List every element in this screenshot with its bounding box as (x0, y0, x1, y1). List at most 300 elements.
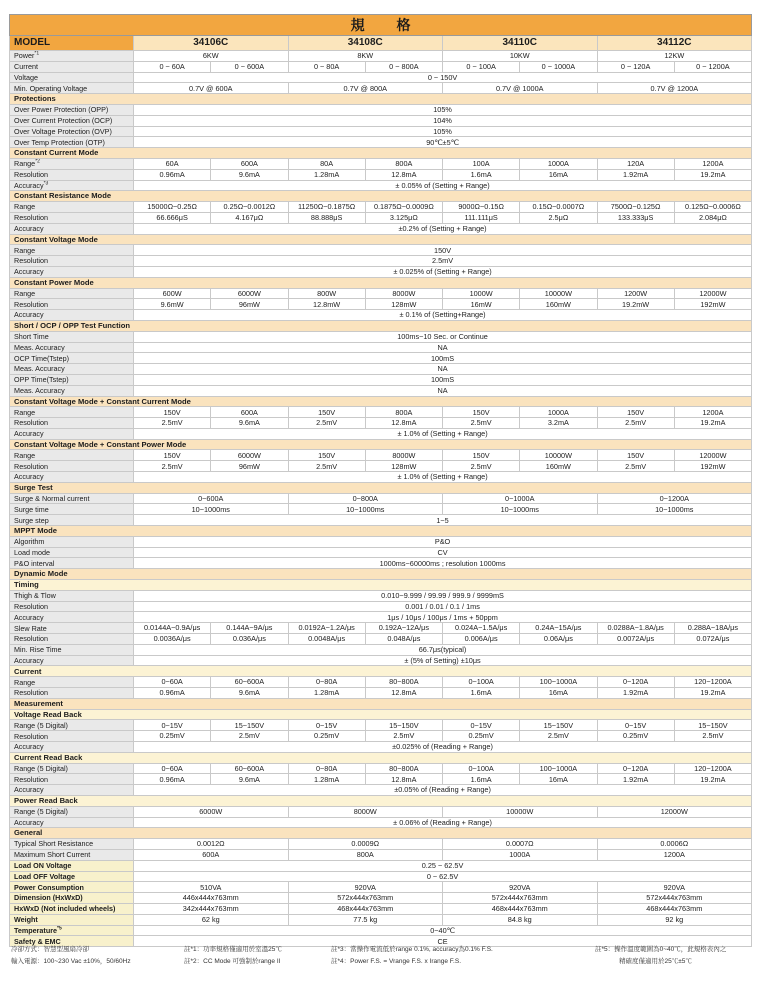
spec-value: 0.144A~9A/μs (211, 623, 288, 634)
spec-row (10, 137, 752, 148)
page-title: 規 格 (10, 15, 752, 36)
spec-value: 0.010~9.999 / 99.99 / 999.9 / 9999mS (134, 590, 752, 601)
spec-value: 800A (365, 407, 442, 418)
spec-value: 60~600A (211, 677, 288, 688)
spec-row (10, 126, 752, 137)
spec-row (10, 849, 752, 860)
spec-row (10, 374, 752, 385)
row-label: Resolution (10, 256, 134, 267)
spec-value: 0.96mA (134, 688, 211, 699)
spec-value: 0.96mA (134, 774, 211, 785)
spec-value: 0.06A/μs (520, 634, 597, 645)
spec-value: 0~800A (288, 493, 443, 504)
spec-value: 920VA (597, 882, 752, 893)
spec-value: 0.25mV (597, 731, 674, 742)
section-row (10, 191, 752, 202)
spec-value: 0.0009Ω (288, 839, 443, 850)
note-3: 註*3：當操作電流低於range 0.1%, accuracy為0.1% F.S. (331, 946, 493, 953)
spec-value: 1~5 (134, 515, 752, 526)
spec-row (10, 688, 752, 699)
spec-value: 0.25mV (443, 731, 520, 742)
spec-value: 0.7V @ 800A (288, 83, 443, 94)
spec-row (10, 903, 752, 914)
spec-value: 19.2mA (674, 688, 751, 699)
spec-row (10, 256, 752, 267)
spec-value: 1200A (674, 158, 751, 169)
spec-value: 800W (288, 288, 365, 299)
row-label: Accuracy (10, 223, 134, 234)
spec-row (10, 353, 752, 364)
spec-value: 150V (134, 407, 211, 418)
spec-row (10, 720, 752, 731)
spec-value: 0~80A (288, 763, 365, 774)
spec-value: 0~15V (597, 720, 674, 731)
spec-value: 15~150V (674, 720, 751, 731)
row-label: Voltage (10, 72, 134, 83)
spec-sheet (9, 14, 751, 947)
spec-value: 84.8 kg (443, 914, 598, 925)
spec-value: 1.6mA (443, 169, 520, 180)
subsection-header: Voltage Read Back (10, 709, 752, 720)
spec-value: 1000A (520, 158, 597, 169)
section-row (10, 439, 752, 450)
spec-value: 160mW (520, 299, 597, 310)
spec-value: 7500Ω~0.125Ω (597, 202, 674, 213)
section-row (10, 320, 752, 331)
spec-value: ±0.025% of (Reading + Range) (134, 742, 752, 753)
spec-value: 2.5mV (443, 461, 520, 472)
spec-value: 12000W (674, 450, 751, 461)
section-row (10, 396, 752, 407)
spec-value: 12.8mA (365, 688, 442, 699)
row-label: Range (5 Digital) (10, 806, 134, 817)
spec-row (10, 461, 752, 472)
spec-value: 0.0012Ω (134, 839, 289, 850)
spec-row (10, 601, 752, 612)
footnote-col-34 (331, 944, 595, 969)
spec-value: 66.666μS (134, 212, 211, 223)
section-header: Constant Power Mode (10, 277, 752, 288)
spec-value: 2.5mV (134, 418, 211, 429)
spec-value: 19.2mW (597, 299, 674, 310)
spec-value: 0~40℃ (134, 925, 752, 936)
spec-value: 1200A (597, 849, 752, 860)
spec-value: 80~800A (365, 763, 442, 774)
spec-value: 0~60A (134, 677, 211, 688)
spec-value: 19.2mA (674, 418, 751, 429)
spec-value: 0.125Ω~0.0006Ω (674, 202, 751, 213)
spec-row (10, 51, 752, 62)
spec-value: 510VA (134, 882, 289, 893)
spec-value: 0.25Ω~0.0012Ω (211, 202, 288, 213)
row-label: Resolution (10, 299, 134, 310)
spec-value: 16mA (520, 774, 597, 785)
spec-row (10, 742, 752, 753)
spec-value: 96mW (211, 461, 288, 472)
row-label: Range (10, 202, 134, 213)
spec-value: 1000A (443, 849, 598, 860)
row-label: Meas. Accuracy (10, 364, 134, 375)
spec-value: 150V (597, 407, 674, 418)
spec-value: ± 0.06% of (Reading + Range) (134, 817, 752, 828)
row-label: Meas. Accuracy (10, 385, 134, 396)
spec-row (10, 450, 752, 461)
spec-row (10, 504, 752, 515)
footnote-col-power (11, 944, 184, 969)
spec-row (10, 418, 752, 429)
spec-row (10, 925, 752, 936)
spec-value: 19.2mA (674, 169, 751, 180)
spec-value: NA (134, 342, 752, 353)
spec-value: 1.6mA (443, 774, 520, 785)
spec-value: 800A (365, 158, 442, 169)
spec-value: 1200A (674, 407, 751, 418)
section-row (10, 666, 752, 677)
row-label: Accuracy (10, 310, 134, 321)
row-label: Surge time (10, 504, 134, 515)
spec-value: 0 ~ 60A (134, 61, 211, 72)
spec-value: 11250Ω~0.1875Ω (288, 202, 365, 213)
footnote-marker: *3 (43, 180, 49, 187)
spec-value: 150V (134, 245, 752, 256)
spec-value: 2.5mV (597, 461, 674, 472)
spec-value: NA (134, 385, 752, 396)
row-label: Power Consumption (10, 882, 134, 893)
row-label: Typical Short Resistance (10, 839, 134, 850)
spec-value: 0~80A (288, 677, 365, 688)
spec-value: 920VA (288, 882, 443, 893)
row-label: P&O interval (10, 558, 134, 569)
spec-row (10, 871, 752, 882)
spec-value: 10000W (520, 288, 597, 299)
spec-value: 120~1200A (674, 677, 751, 688)
section-header: Protections (10, 94, 752, 105)
spec-value: 1.92mA (597, 169, 674, 180)
spec-value: 120~1200A (674, 763, 751, 774)
spec-row (10, 644, 752, 655)
spec-value: 77.5 kg (288, 914, 443, 925)
input-power-note: 輸入電源：100~230 Vac ±10%，50/60Hz (11, 958, 131, 966)
row-label: Resolution (10, 212, 134, 223)
spec-row (10, 407, 752, 418)
spec-value: 12000W (674, 288, 751, 299)
section-header: Measurement (10, 698, 752, 709)
spec-row (10, 547, 752, 558)
spec-value: 10~1000ms (134, 504, 289, 515)
row-label: Min. Operating Voltage (10, 83, 134, 94)
section-row (10, 828, 752, 839)
row-label: Accuracy (10, 472, 134, 483)
spec-value: 12.8mA (365, 418, 442, 429)
spec-row (10, 202, 752, 213)
subsection-header: Power Read Back (10, 795, 752, 806)
row-label: Resolution (10, 169, 134, 180)
spec-value: 2.5mV (674, 731, 751, 742)
spec-row (10, 115, 752, 126)
spec-row (10, 612, 752, 623)
spec-value: 88.888μS (288, 212, 365, 223)
spec-value: 0 ~ 62.5V (134, 871, 752, 882)
section-row (10, 482, 752, 493)
section-header: Surge Test (10, 482, 752, 493)
spec-value: 111.111μS (443, 212, 520, 223)
spec-value: 150V (134, 450, 211, 461)
spec-value: 105% (134, 104, 752, 115)
spec-value: 0.192A~12A/μs (365, 623, 442, 634)
spec-value: 160mW (520, 461, 597, 472)
row-label: Accuracy (10, 742, 134, 753)
spec-row (10, 817, 752, 828)
row-label: Surge step (10, 515, 134, 526)
spec-value: 0.0192A~1.2A/μs (288, 623, 365, 634)
model-column-header: MODEL (10, 36, 134, 51)
row-label: Accuracy (10, 428, 134, 439)
spec-value: 2.084μΩ (674, 212, 751, 223)
section-row (10, 709, 752, 720)
section-row (10, 698, 752, 709)
spec-value: 80~800A (365, 677, 442, 688)
spec-value: 2.5mV (520, 731, 597, 742)
spec-value: 9.6mA (211, 418, 288, 429)
spec-value: 16mW (443, 299, 520, 310)
spec-row (10, 158, 752, 169)
spec-value: 0.15Ω~0.0007Ω (520, 202, 597, 213)
spec-value: ± 0.05% of (Setting + Range) (134, 180, 752, 191)
section-header: Constant Voltage Mode + Constant Power Mode (10, 439, 752, 450)
spec-value: 6000W (211, 450, 288, 461)
spec-row (10, 428, 752, 439)
spec-value: 8000W (288, 806, 443, 817)
spec-value: 600W (134, 288, 211, 299)
spec-row (10, 634, 752, 645)
spec-value: 9000Ω~0.15Ω (443, 202, 520, 213)
row-label: Range (5 Digital) (10, 720, 134, 731)
spec-value: 10000W (443, 806, 598, 817)
spec-value: 0.0048A/μs (288, 634, 365, 645)
spec-value: 9.6mA (211, 688, 288, 699)
spec-value: 2.5mV (597, 418, 674, 429)
spec-value: 2.5mV (288, 418, 365, 429)
row-label: Algorithm (10, 536, 134, 547)
note-5-line1: 註*5：操作溫度範圍為0~40℃，此規格表內之 (595, 946, 727, 953)
spec-value: 0.006A/μs (443, 634, 520, 645)
spec-value: 0.7V @ 1000A (443, 83, 598, 94)
spec-row (10, 299, 752, 310)
row-label: Range (10, 677, 134, 688)
spec-value: 1μs / 10μs / 100μs / 1ms + 50ppm (134, 612, 752, 623)
spec-value: 104% (134, 115, 752, 126)
section-header: Dynamic Mode (10, 569, 752, 580)
spec-row (10, 515, 752, 526)
spec-row (10, 472, 752, 483)
model-name-34108c: 34108C (288, 36, 443, 51)
spec-value: 128mW (365, 461, 442, 472)
spec-value: 0.288A~18A/μs (674, 623, 751, 634)
spec-row (10, 677, 752, 688)
note-2: 註*2：CC Mode 可強制於range II (184, 958, 281, 966)
spec-value: 96mW (211, 299, 288, 310)
spec-value: 60A (134, 158, 211, 169)
row-label: Short Time (10, 331, 134, 342)
model-name-34112c: 34112C (597, 36, 752, 51)
spec-value: 10KW (443, 51, 598, 62)
spec-value: ±0.2% of (Setting + Range) (134, 223, 752, 234)
spec-value: 8000W (365, 450, 442, 461)
row-label: OPP Time(Tstep) (10, 374, 134, 385)
spec-row (10, 785, 752, 796)
spec-value: 12.8mA (365, 774, 442, 785)
row-label: Load ON Voltage (10, 860, 134, 871)
section-header: Short / OCP / OPP Test Function (10, 320, 752, 331)
spec-row (10, 536, 752, 547)
spec-row (10, 731, 752, 742)
spec-value: 100~1000A (520, 677, 597, 688)
spec-value: 6000W (134, 806, 289, 817)
footnotes (11, 944, 757, 969)
spec-value: 0.0007Ω (443, 839, 598, 850)
spec-value: 2.5μΩ (520, 212, 597, 223)
footnote-col-5 (595, 944, 757, 969)
spec-value: 92 kg (597, 914, 752, 925)
spec-value: 10~1000ms (443, 504, 598, 515)
section-row (10, 526, 752, 537)
spec-value: 2.5mV (134, 461, 211, 472)
section-header: MPPT Mode (10, 526, 752, 537)
spec-value: 0~600A (134, 493, 289, 504)
spec-value: 0~120A (597, 677, 674, 688)
spec-value: 0.036A/μs (211, 634, 288, 645)
row-label: Over Current Protection (OCP) (10, 115, 134, 126)
row-label: Range (5 Digital) (10, 763, 134, 774)
spec-value: 600A (211, 158, 288, 169)
spec-value: 1.28mA (288, 774, 365, 785)
spec-value: 0.7V @ 600A (134, 83, 289, 94)
spec-value: 150V (288, 450, 365, 461)
note-4: 註*4：Power F.S. = Vrange F.S. x Irange F.S. (331, 958, 461, 966)
spec-row (10, 774, 752, 785)
spec-value: 66.7μs(typical) (134, 644, 752, 655)
spec-value: 0 ~ 800A (365, 61, 442, 72)
spec-value: CV (134, 547, 752, 558)
spec-value: 0.001 / 0.01 / 0.1 / 1ms (134, 601, 752, 612)
spec-value: 2.5mV (288, 461, 365, 472)
spec-value: 16mA (520, 169, 597, 180)
section-header: Constant Voltage Mode (10, 234, 752, 245)
row-label: Range (10, 407, 134, 418)
spec-value: 800A (288, 849, 443, 860)
spec-value: 6000W (211, 288, 288, 299)
spec-value: 9.6mA (211, 169, 288, 180)
spec-value: 1000W (443, 288, 520, 299)
spec-value: 192mW (674, 461, 751, 472)
section-header: Constant Resistance Mode (10, 191, 752, 202)
spec-value: 0~1200A (597, 493, 752, 504)
spec-value: 10~1000ms (597, 504, 752, 515)
spec-value: 0.1875Ω~0.0009Ω (365, 202, 442, 213)
spec-row (10, 83, 752, 94)
spec-value: 2.5mV (211, 731, 288, 742)
row-label: Resolution (10, 688, 134, 699)
spec-value: 0 ~ 120A (597, 61, 674, 72)
row-label: Range (10, 245, 134, 256)
spec-value: 2.5mV (365, 731, 442, 742)
footnote-marker: *1 (34, 50, 40, 57)
spec-value: 150V (443, 407, 520, 418)
row-label: Range$^{*2}$ (10, 158, 134, 169)
spec-row (10, 839, 752, 850)
footnote-marker: *2 (35, 158, 40, 165)
spec-row (10, 331, 752, 342)
spec-value: 1000A (520, 407, 597, 418)
spec-row (10, 763, 752, 774)
row-label: Accuracy (10, 655, 134, 666)
spec-value: 0.25mV (288, 731, 365, 742)
spec-row (10, 655, 752, 666)
spec-value: 0 ~ 1000A (520, 61, 597, 72)
section-header: Constant Current Mode (10, 148, 752, 159)
spec-value: 3.125μΩ (365, 212, 442, 223)
spec-value: 1.92mA (597, 774, 674, 785)
spec-row (10, 72, 752, 83)
row-label: Maximum Short Current (10, 849, 134, 860)
spec-value: 6KW (134, 51, 289, 62)
section-row (10, 580, 752, 591)
spec-value: 0.0006Ω (597, 839, 752, 850)
row-label: Surge & Normal current (10, 493, 134, 504)
spec-row (10, 223, 752, 234)
spec-value: ± 0.025% of (Setting + Range) (134, 266, 752, 277)
spec-value: 572x444x763mm (597, 893, 752, 904)
model-name-34106c: 34106C (134, 36, 289, 51)
spec-value: ± 1.0% of (Setting + Range) (134, 428, 752, 439)
spec-row (10, 385, 752, 396)
spec-value: 12000W (597, 806, 752, 817)
spec-value: 572x444x763mm (288, 893, 443, 904)
spec-row (10, 882, 752, 893)
row-label: Over Power Protection (OPP) (10, 104, 134, 115)
row-label: Accuracy (10, 612, 134, 623)
spec-value: 0.024A~1.5A/μs (443, 623, 520, 634)
spec-value: 12.8mA (365, 169, 442, 180)
spec-row (10, 590, 752, 601)
spec-value: 12.8mW (288, 299, 365, 310)
spec-value: 0.0036A/μs (134, 634, 211, 645)
spec-value: 1.28mA (288, 169, 365, 180)
section-row (10, 569, 752, 580)
spec-value: 0.7V @ 1200A (597, 83, 752, 94)
spec-row (10, 266, 752, 277)
spec-value: 60~600A (211, 763, 288, 774)
row-label: Thigh & Tlow (10, 590, 134, 601)
footnote-col-12 (184, 944, 331, 969)
spec-value: 0~100A (443, 763, 520, 774)
row-label: Resolution (10, 461, 134, 472)
spec-value: 600A (134, 849, 289, 860)
row-label: Resolution (10, 418, 134, 429)
row-label: Load OFF Voltage (10, 871, 134, 882)
spec-value: 0~120A (597, 763, 674, 774)
spec-value: 0.0144A~0.9A/μs (134, 623, 211, 634)
spec-value: 15~150V (211, 720, 288, 731)
spec-value: 8KW (288, 51, 443, 62)
spec-value: 0.25mV (134, 731, 211, 742)
section-header: General (10, 828, 752, 839)
row-label: Temperature$^{*5}$ (10, 925, 134, 936)
spec-value: 0.048A/μs (365, 634, 442, 645)
spec-value: 4.167μΩ (211, 212, 288, 223)
spec-row (10, 493, 752, 504)
spec-value: 0 ~ 600A (211, 61, 288, 72)
